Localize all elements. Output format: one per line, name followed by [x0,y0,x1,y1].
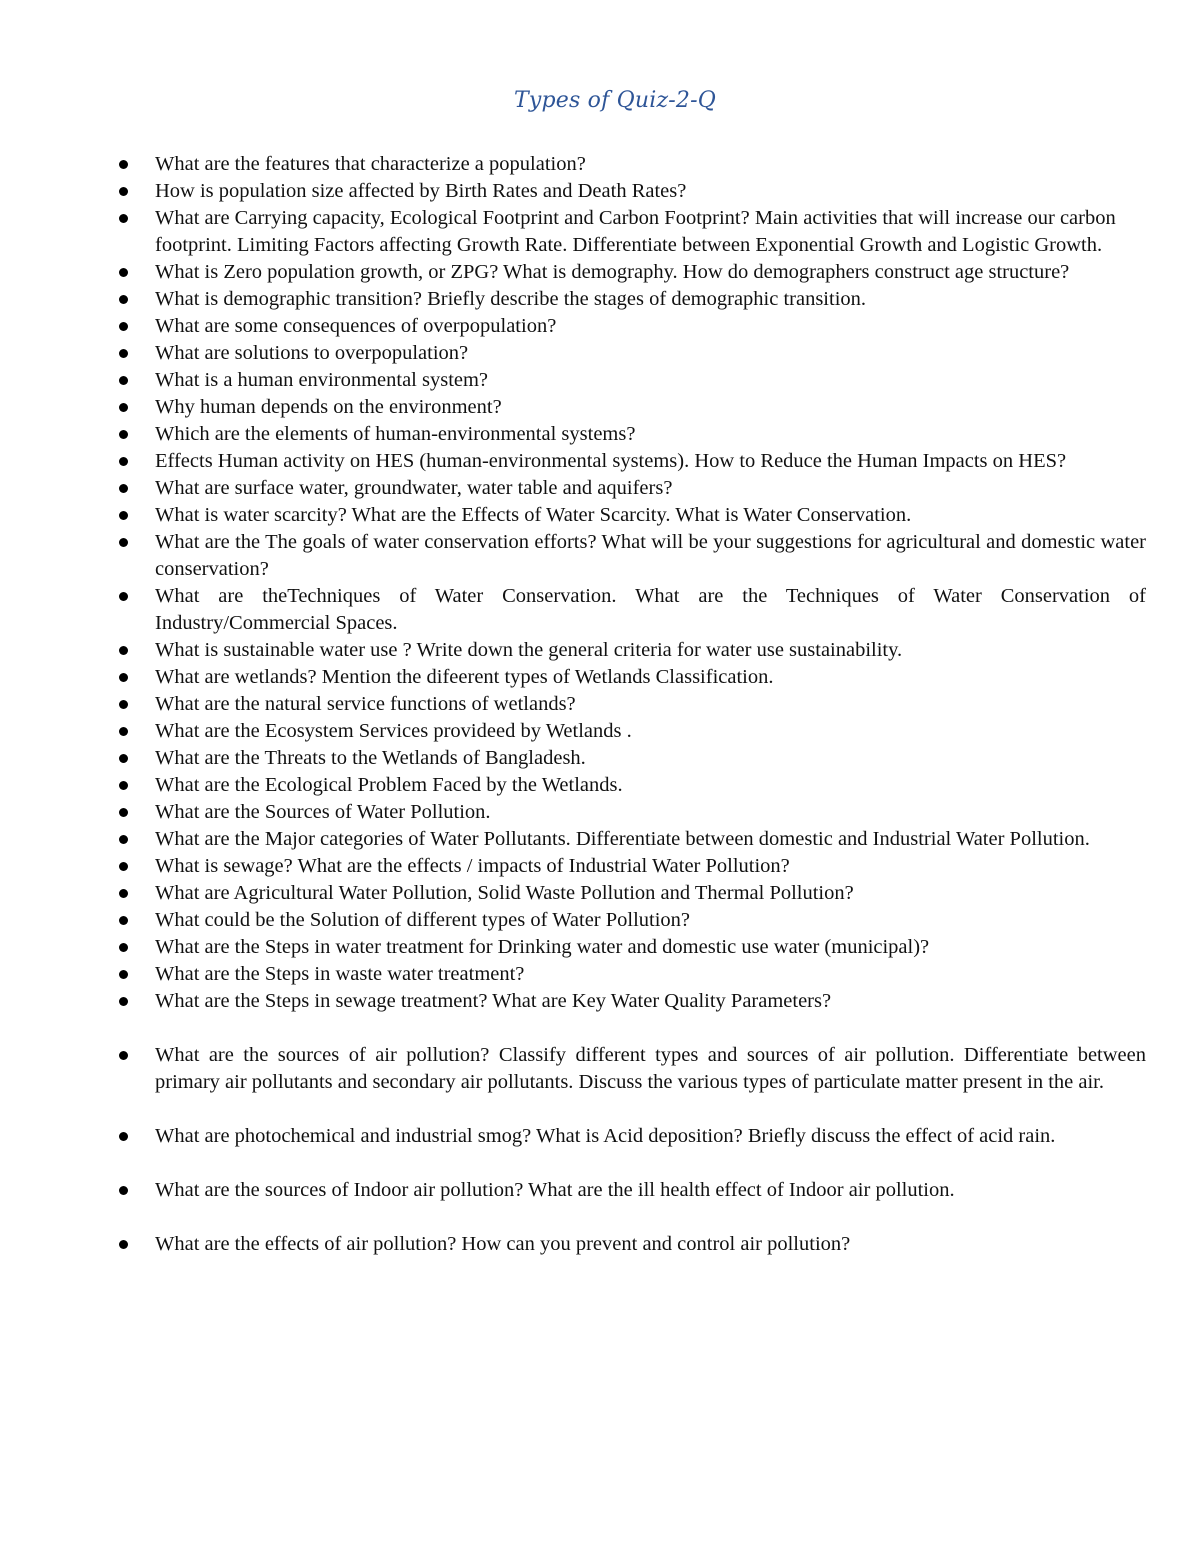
bullet-icon [119,808,128,817]
question-item [116,718,1146,745]
question-text: What are the Threats to the Wetlands of Bangladesh. [155,747,586,769]
bullet-icon [119,511,128,520]
question-text: What is water scarcity? What are the Effects of Water Scarcity. What is Water Conservation. [155,504,912,526]
question-item [116,1042,1146,1096]
bullet-icon [119,835,128,844]
question-item [116,637,1146,664]
bullet-icon [119,268,128,277]
bullet-icon [119,349,128,358]
question-item [116,502,1146,529]
bullet-icon [119,1051,128,1060]
question-text: What is Zero population growth, or ZPG? What is demography. How do demographers construct age structure? [155,261,1070,283]
question-text: What are theTechniques of Water Conservation. What are the Techniques of Water Conservation of Industry/Commercial Spaces. [155,585,1146,634]
question-item [116,1231,1146,1258]
question-text: What is a human environmental system? [155,369,489,391]
question-item [116,340,1146,367]
bullet-icon [119,187,128,196]
question-text: What are the Steps in water treatment for Drinking water and domestic use water (municipal)? [155,936,930,958]
question-text: What are the Ecosystem Services provideed by Wetlands . [155,720,632,742]
bullet-icon [119,484,128,493]
bullet-icon [119,943,128,952]
question-item [116,583,1146,637]
question-text: What are the Sources of Water Pollution. [155,801,491,823]
bullet-icon [119,403,128,412]
bullet-icon [119,1186,128,1195]
question-item [116,691,1146,718]
question-item [116,394,1146,421]
question-item [116,826,1146,853]
question-item [116,1177,1146,1204]
question-item [116,475,1146,502]
question-text: What are surface water, groundwater, water table and aquifers? [155,477,673,499]
question-text: What are the features that characterize a population? [155,153,586,175]
bullet-icon [119,1240,128,1249]
bullet-icon [119,376,128,385]
bullet-icon [119,160,128,169]
question-item [116,745,1146,772]
question-text: What are the effects of air pollution? How can you prevent and control air pollution? [155,1233,851,1255]
question-text: Which are the elements of human-environmental systems? [155,423,636,445]
question-item [116,313,1146,340]
question-text: What are the Ecological Problem Faced by the Wetlands. [155,774,623,796]
bullet-icon [119,700,128,709]
question-item [116,1123,1146,1150]
question-item [116,880,1146,907]
question-text: What could be the Solution of different types of Water Pollution? [155,909,691,931]
question-item [116,178,1146,205]
bullet-icon [119,430,128,439]
document-title: Types of Quiz-2-Q [513,88,716,113]
bullet-icon [119,457,128,466]
question-text: What are wetlands? Mention the difeerent types of Wetlands Classification. [155,666,774,688]
question-item [116,934,1146,961]
question-list [116,151,1146,1258]
bullet-icon [119,727,128,736]
bullet-icon [119,889,128,898]
question-item [116,367,1146,394]
question-item [116,448,1146,475]
question-text: What are Agricultural Water Pollution, Solid Waste Pollution and Thermal Pollution? [155,882,854,904]
bullet-icon [119,592,128,601]
question-text: How is population size affected by Birth Rates and Death Rates? [155,180,687,202]
question-text: What are Carrying capacity, Ecological Footprint and Carbon Footprint? Main activities that will increase our carbon footprint. Limiting Factors affecting Growth Rate. Differentiate between Exponential Growth and Logistic Growth. [155,207,1116,256]
question-text: What are the sources of Indoor air pollution? What are the ill health effect of Indoor air pollution. [155,1179,955,1201]
bullet-icon [119,646,128,655]
question-item [116,286,1146,313]
question-text: What are the The goals of water conservation efforts? What will be your suggestions for agricultural and domestic water conservation? [155,531,1146,580]
bullet-icon [119,970,128,979]
question-text: Effects Human activity on HES (human-environmental systems). How to Reduce the Human Impacts on HES? [155,450,1067,472]
bullet-icon [119,997,128,1006]
bullet-icon [119,322,128,331]
question-text: What are solutions to overpopulation? [155,342,469,364]
question-item [116,799,1146,826]
question-text: What are the Steps in sewage treatment? What are Key Water Quality Parameters? [155,990,832,1012]
bullet-icon [119,538,128,547]
question-item [116,259,1146,286]
question-text: What is sewage? What are the effects / impacts of Industrial Water Pollution? [155,855,790,877]
bullet-icon [119,754,128,763]
bullet-icon [119,214,128,223]
question-text: What are the Major categories of Water Pollutants. Differentiate between domestic and Industrial Water Pollution. [155,828,1090,850]
bullet-icon [119,916,128,925]
question-text: What are the Steps in waste water treatment? [155,963,525,985]
question-item [116,988,1146,1015]
bullet-icon [119,781,128,790]
question-item [116,151,1146,178]
question-item [116,853,1146,880]
question-item [116,961,1146,988]
question-item [116,907,1146,934]
question-text: Why human depends on the environment? [155,396,502,418]
question-item [116,205,1146,259]
question-text: What are the sources of air pollution? Classify different types and sources of air pollution. Differentiate between primary air pollutants and secondary air pollutants. Discuss the various types of particulate matter present in the air. [155,1044,1146,1093]
question-text: What are some consequences of overpopulation? [155,315,557,337]
question-text: What are photochemical and industrial smog? What is Acid deposition? Briefly discuss the effect of acid rain. [155,1125,1056,1147]
question-item [116,421,1146,448]
question-text: What is sustainable water use ? Write down the general criteria for water use sustainability. [155,639,903,661]
bullet-icon [119,862,128,871]
question-text: What is demographic transition? Briefly describe the stages of demographic transition. [155,288,867,310]
question-text: What are the natural service functions of wetlands? [155,693,576,715]
question-item [116,664,1146,691]
bullet-icon [119,673,128,682]
question-item [116,772,1146,799]
bullet-icon [119,1132,128,1141]
bullet-icon [119,295,128,304]
question-item [116,529,1146,583]
